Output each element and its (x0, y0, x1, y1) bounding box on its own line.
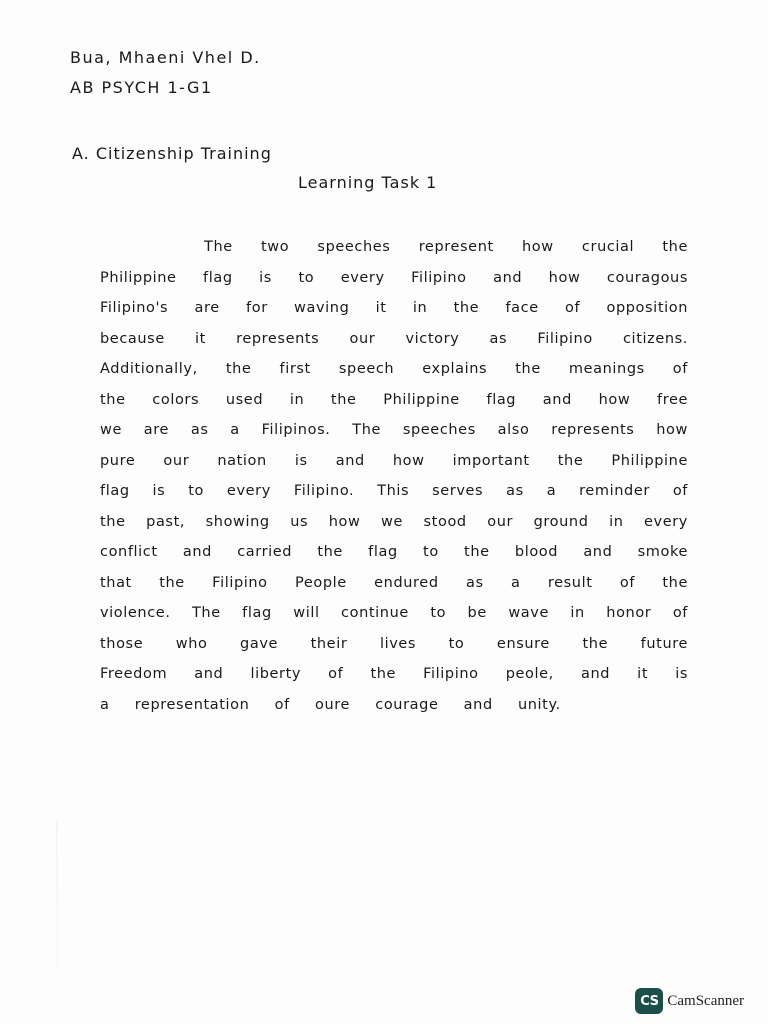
camscanner-brand-text: CamScanner (667, 992, 744, 1009)
essay-line: that the Filipino People endured as a result of the (100, 574, 688, 591)
camscanner-logo-icon: CS (635, 988, 663, 1014)
camscanner-watermark (635, 988, 744, 1014)
student-course-section: AB PSYCH 1-G1 (70, 78, 213, 97)
essay-line: Additionally, the first speech explains the meanings of (100, 361, 688, 377)
task-title: Learning Task 1 (298, 173, 438, 192)
essay-line: we are as a Filipinos. The speeches also represents how (100, 422, 688, 438)
essay-line: those who gave their lives to ensure the future (100, 635, 688, 652)
essay-line: a representation of oure courage and unity. (100, 696, 561, 713)
essay-body (100, 232, 688, 720)
essay-line: the colors used in the Philippine flag and how free (100, 391, 688, 408)
essay-line: conflict and carried the flag to the blood and smoke (100, 544, 688, 560)
student-name: Bua, Mhaeni Vhel D. (70, 48, 261, 67)
essay-line: Filipino's are for waving it in the face of opposition (100, 300, 688, 316)
essay-line: Philippine flag is to every Filipino and how couragous (100, 269, 688, 286)
essay-line: flag is to every Filipino. This serves as a reminder of (100, 483, 688, 499)
section-title: A. Citizenship Training (72, 144, 272, 163)
essay-line: because it represents our victory as Filipino citizens. (100, 330, 688, 347)
essay-line: The two speeches represent how crucial the (204, 239, 688, 255)
essay-line: Freedom and liberty of the Filipino peole, and it is (100, 666, 688, 682)
essay-line: pure our nation is and how important the Philippine (100, 452, 688, 469)
essay-line: violence. The flag will continue to be wave in honor of (100, 605, 688, 621)
scan-artifact (56, 820, 58, 970)
essay-line: the past, showing us how we stood our ground in every (100, 513, 688, 530)
